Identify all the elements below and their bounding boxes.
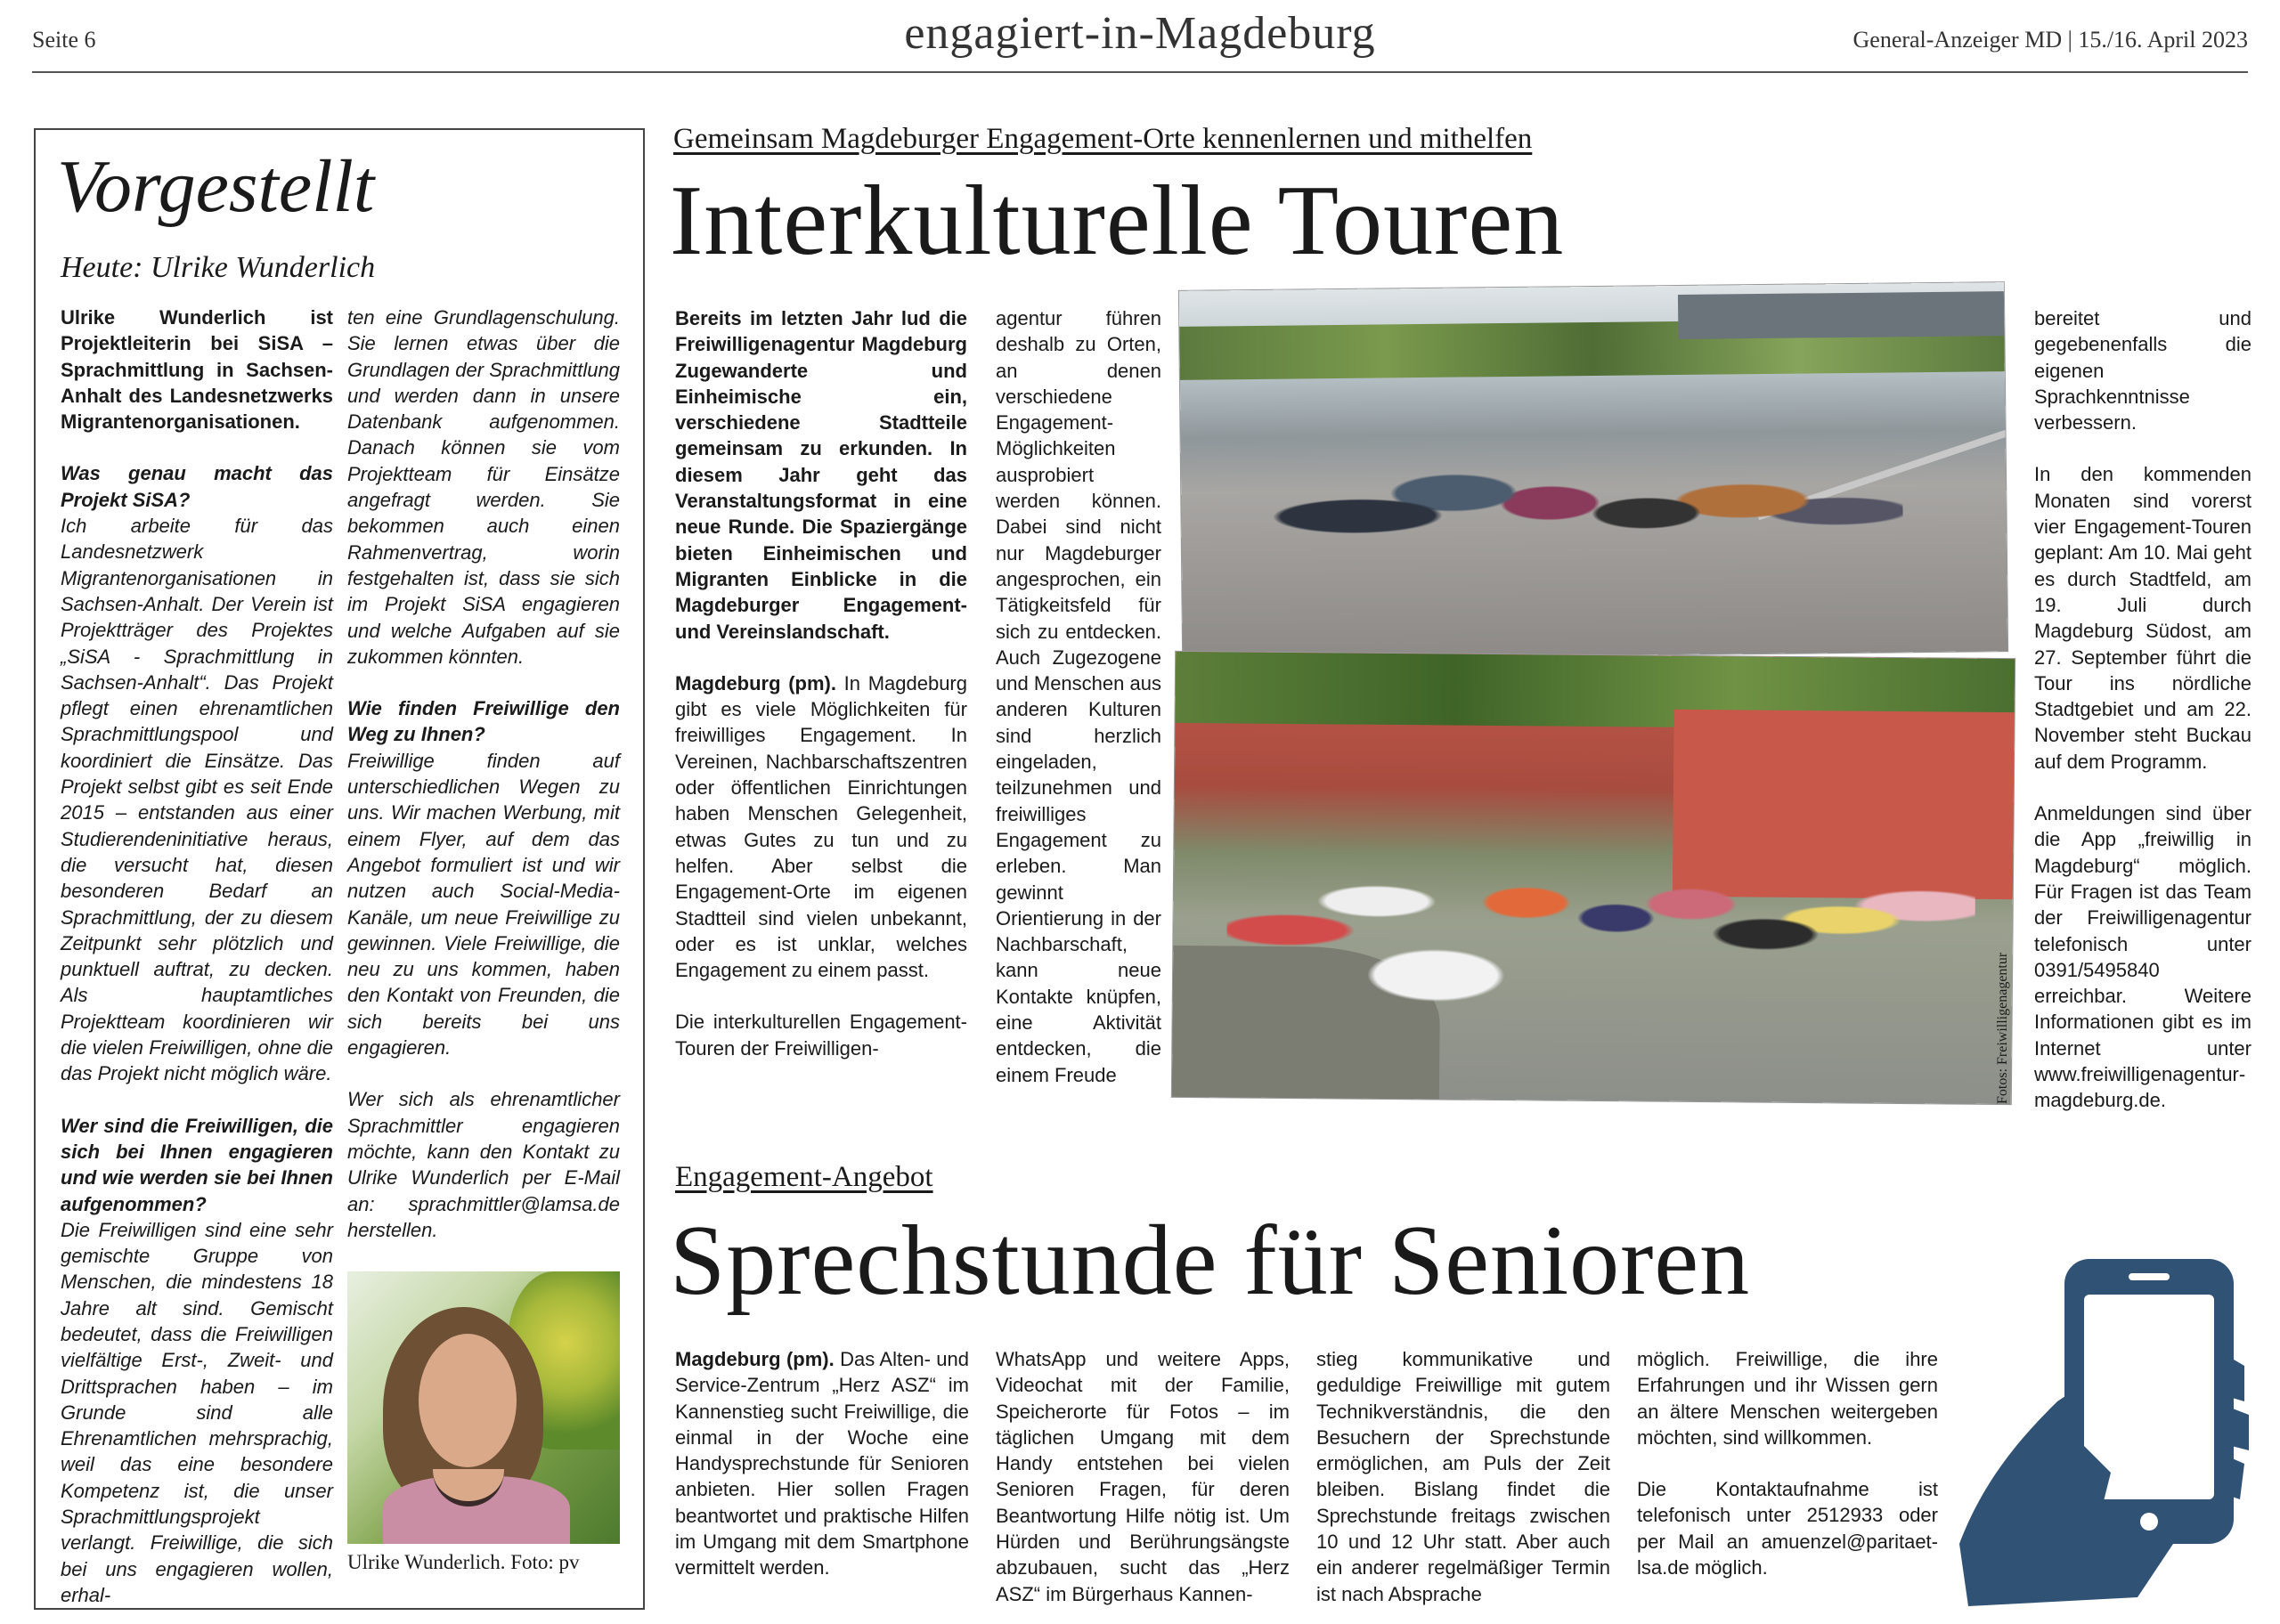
article1-body: Anmeldungen sind über die App „freiwillig in Magdeburg“ möglich. Für Fragen ist das Team der Freiwilligenagentur telefonisch unter 0391/5495840 erreichbar. Weitere Informationen gibt es im Internet unter www.freiwilligenagentur-magdeburg.de. — [2034, 802, 2252, 1112]
article1-body: bereitet und gegebenenfalls die eigenen Sprachkenntnisse verbessern. — [2034, 307, 2252, 434]
section-title: engagiert-in-Magdeburg — [904, 8, 1376, 59]
article1-body: Die interkulturellen Engagement-Touren der Freiwilligen- — [675, 1011, 967, 1060]
photo-credit: Fotos: Freiwilligenagentur — [1995, 952, 2010, 1104]
article1-column-2 — [996, 305, 1161, 1088]
article2-column-3 — [1316, 1346, 1610, 1607]
article2-dateline: Magdeburg (pm). — [675, 1348, 835, 1370]
article1-lead: Bereits im letzten Jahr lud die Freiwilligenagentur Magdeburg Zugewanderte und Einheimische ein, verschiedene Stadtteile gemeinsam zu erkunden. In diesem Jahr geht das Veranstaltungsformat in eine neue Runde. Die Spaziergänge bieten Einheimischen und Migranten Einblicke in die Magdeburger Engagement- und Vereinslandschaft. — [675, 307, 967, 643]
article2-body: möglich. Freiwillige, die ihre Erfahrungen und ihr Wissen gern an ältere Menschen weitergeben möchten, sind willkommen. — [1637, 1348, 1938, 1449]
article1-body: In Magdeburg gibt es viele Möglichkeiten für freiwilliges Engagement. In Vereinen, Nachbarschaftszentren oder öffentlichen Einrichtungen haben Menschen Gelegenheit, etwas Gutes zu tun und zu helfen. Aber selbst die Engagement-Orte im eigenen Stadtteil sind vielen unbekannt, oder es ist unklar, welches Engagement zu einem passt. — [675, 671, 967, 982]
article2-column-1 — [675, 1346, 969, 1581]
sidebar-subtitle: Heute: Ulrike Wunderlich — [61, 251, 376, 284]
article2-body: stieg kommunikative und geduldige Freiwillige mit gutem Technikverständnis, die den Besuchern der Sprechstunde ermöglichen, am Puls der Zeit bleiben. Bislang findet die Sprechstunde freitags zwischen 10 und 12 Uhr statt. Aber auch ein anderer regelmäßiger Termin ist nach Absprache — [1316, 1348, 1610, 1605]
interview-answer: Freiwillige finden auf unterschiedlichen Wegen zu uns. Wir machen Werbung, mit einem Flyer, auf dem das Angebot formuliert ist und wir nutzen auch Social-Media-Kanäle, um neue Freiwillige zu gewinnen. Viele Freiwillige, die neu zu uns kommen, haben den Kontakt von Freunden, die sich bereits bei uns engagieren. — [347, 749, 620, 1060]
page-number: Seite 6 — [32, 27, 96, 53]
article2-body: Die Kontaktaufnahme ist telefonisch unter 2512933 oder per Mail an amuenzel@paritaet-lsa.de möglich. — [1637, 1478, 1938, 1579]
article1-kicker: Gemeinsam Magdeburger Engagement-Orte kennenlernen und mithelfen — [673, 123, 1533, 155]
article2-headline: Sprechstunde für Senioren — [670, 1206, 1751, 1316]
article2-body: Das Alten- und Service-Zentrum „Herz ASZ“ im Kannenstieg sucht Freiwillige, die einmal in der Woche eine Handysprechstunde für Senioren anbieten. Hier sollen Fragen beantwortet und praktische Hilfen im Umgang mit dem Smartphone vermittelt werden. — [675, 1348, 969, 1579]
tour-photo-top — [1179, 282, 2007, 660]
interview-answer: Die Freiwilligen sind eine sehr gemischte Gruppe von Menschen, die mindestens 18 Jahre alt sind. Gemischt bedeutet, dass die Freiwilligen vielfältige Erst-, Zweit- und Drittsprachen haben – im Grunde sind alle Ehrenamtlichen mehrsprachig, weil das eine besondere Kompetenz ist, die unser Sprachmittlungsprojekt verlangt. Freiwillige, die sich bei uns engagieren wollen, erhal- — [61, 1218, 333, 1606]
article1-dateline: Magdeburg (pm). — [675, 671, 836, 694]
smartphone-hand-icon — [1950, 1250, 2253, 1606]
tour-photo-bottom — [1172, 652, 2015, 1104]
interview-question: Was genau macht das Projekt SiSA? — [61, 462, 333, 511]
sidebar-column-2 — [347, 304, 620, 1243]
article2-body: WhatsApp und weitere Apps, Videochat mit der Familie, Speicherorte für Fotos – im täglichen Umgang mit dem Handy entstehen bei vielen Senioren Fragen, für deren Beantwortung Hilfe nötig ist. Um Hürden und Berührungsängste abzubauen, sucht das „Herz ASZ“ im Bürgerhaus Kannen- — [996, 1348, 1290, 1605]
article2-kicker: Engagement-Angebot — [675, 1161, 933, 1193]
interview-answer: Ich arbeite für das Landesnetzwerk Migrantenorganisationen in Sachsen-Anhalt. Der Verein ist Projektträger des Projektes „SiSA - Sprachmittlung in Sachsen-Anhalt“. Das Projekt pflegt einen ehrenamtlichen Sprachmittlungspool und koordiniert die Einsätze. Das Projekt selbst gibt es seit Ende 2015 – entstanden aus einer Studierendeninitiative heraus, die versucht hat, diesen besonderen Bedarf an Sprachmittlung, der zu diesem Zeitpunkt sehr plötzlich und punktuell auftrat, zu decken. Als hauptamtliches Projektteam koordinieren wir die vielen Freiwilligen, ohne die das Projekt nicht möglich wäre. — [61, 515, 333, 1085]
article1-column-3 — [2034, 305, 2252, 1114]
group-of-people — [1226, 767, 1976, 1068]
portrait-face — [419, 1334, 517, 1467]
article1-body: agentur führen deshalb zu Orten, an denen verschiedene Engagement-Möglichkeiten ausprobiert werden können. Dabei sind nicht nur Magdeburger angesprochen, ein Tätigkeitsfeld für sich zu entdecken. Auch Zugezogene und Menschen aus anderen Kulturen sind herzlich eingeladen, teilzunehmen und freiwilliges Engagement zu erleben. Man gewinnt Orientierung in der Nachbarschaft, kann neue Kontakte knüpfen, eine Aktivität entdecken, die einem Freude — [996, 307, 1161, 1086]
article2-column-4 — [1637, 1346, 1938, 1580]
publication-info: General-Anzeiger MD | 15./16. April 2023 — [1852, 27, 2248, 53]
article2-column-2 — [996, 1346, 1290, 1607]
group-of-people — [1260, 399, 1904, 629]
interview-question: Wie finden Freiwillige den Weg zu Ihnen? — [347, 697, 620, 746]
portrait-photo — [347, 1271, 620, 1544]
sidebar-column-1 — [61, 304, 333, 1608]
sidebar-title: Vorgestellt — [57, 145, 375, 228]
article1-body: In den kommenden Monaten sind vorerst vier Engagement-Touren geplant: Am 10. Mai geht es durch Stadtfeld, am 19. Juli durch Magdeburg Südost, am 27. September führt die Tour ins nördliche Stadtgebiet und am 22. November steht Buckau auf dem Programm. — [2034, 463, 2252, 773]
header-rule — [32, 71, 2248, 73]
article1-column-1 — [675, 305, 967, 1061]
interview-answer: ten eine Grundlagenschulung. Sie lernen etwas über die Grundlagen der Sprachmittlung und werden dann in unsere Datenbank aufgenommen. Danach können sie vom Projektteam für Einsätze angefragt werden. Sie bekommen auch einen Rahmenvertrag, worin festgehalten ist, dass sie sich im Projekt SiSA engagieren und welche Aufgaben auf sie zukommen könnten. — [347, 306, 620, 668]
interview-question: Wer sind die Freiwilligen, die sich bei Ihnen engagieren und wie werden sie bei Ihnen aufgenommen? — [61, 1114, 333, 1215]
article1-headline: Interkulturelle Touren — [670, 166, 1565, 276]
portrait-caption: Ulrike Wunderlich. Foto: pv — [347, 1551, 580, 1573]
building — [1678, 291, 2005, 339]
contact-note: Wer sich als ehrenamtlicher Sprachmittler engagieren möchte, kann den Kontakt zu Ulrike Wunderlich per E-Mail an: sprachmittler@lamsa.de herstellen. — [347, 1088, 620, 1241]
interview-intro: Ulrike Wunderlich ist Projektleiterin bei SiSA – Sprachmittlung in Sachsen-Anhalt des Landesnetzwerks Migrantenorganisationen. — [61, 306, 333, 434]
